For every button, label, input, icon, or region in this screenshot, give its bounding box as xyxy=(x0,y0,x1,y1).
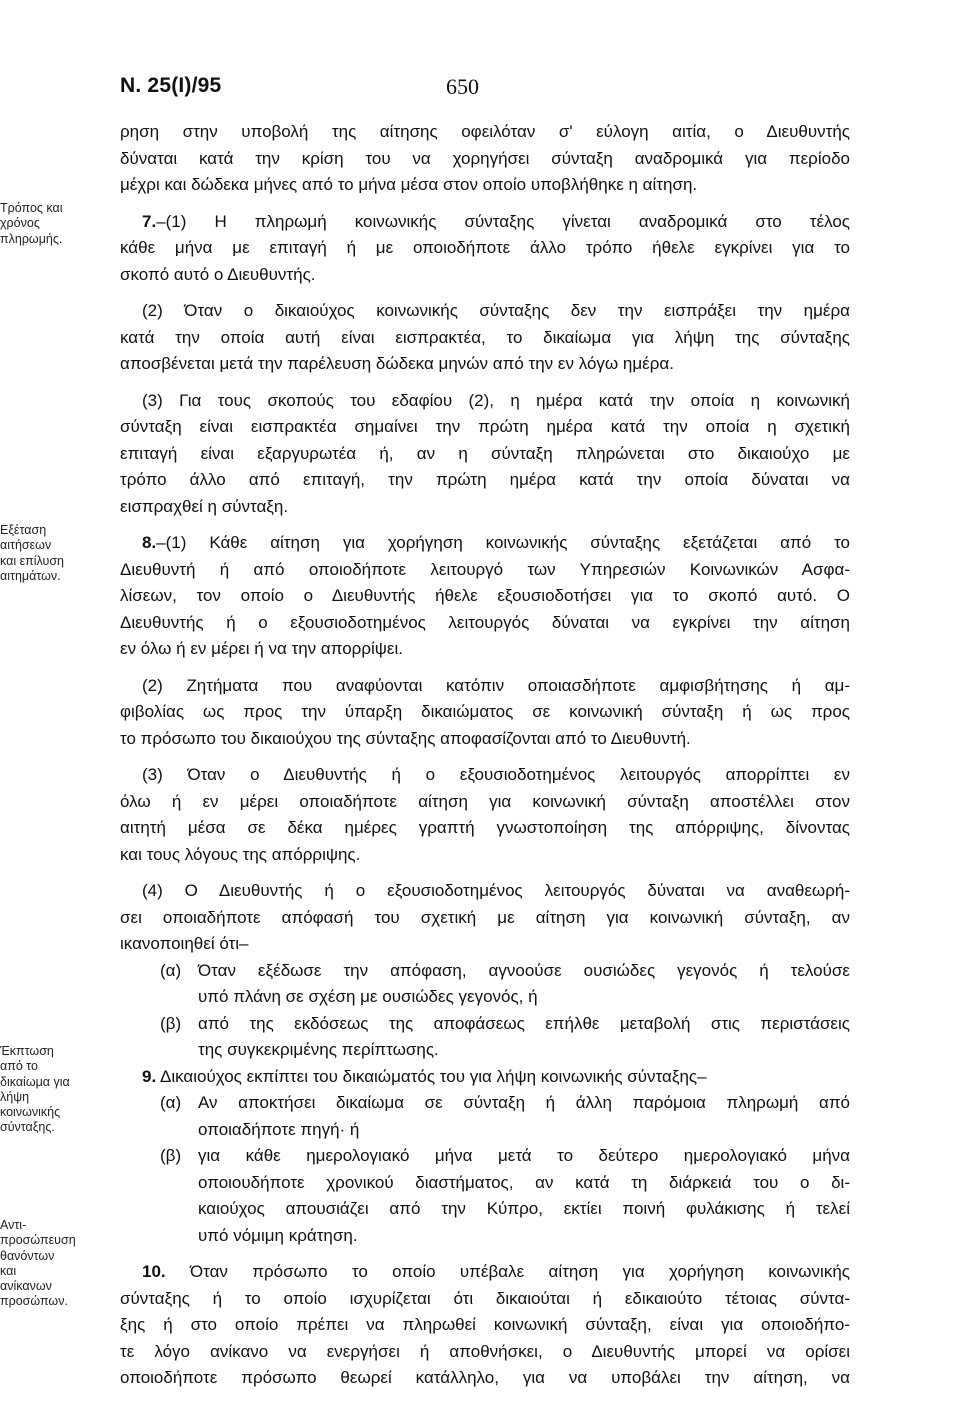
section-9: 9. Δικαιούχος εκπίπτει του δικαιώματός του για λήψη κοινωνικής σύνταξης– (α) Αν αποκτήσει δικαίωμα σε σύνταξη ή άλλη παρόμοια πληρωμή από οποιαδήποτε πηγή· ή (β) για κάθε ημερολογιακό μήνα μετά το δεύτερο ημερολογιακό μήνα οποιουδήποτε χρονικού διαστήματος, αν κατά τη διάρκειά του ο δι- καιούχος απουσιάζει από την Κύπρο, εκτίει ποινή φυλάκισης ή τελεί υπό νόμιμη κράτηση. xyxy=(120,1064,850,1250)
paragraph-continuation: ρηση στην υποβολή της αίτησης οφειλόταν σ' εύλογη αιτία, ο Διευθυντής δύναται κατά την κρίση του να χορηγήσει σύνταξη αναδρομικά για περίοδο μέχρι και δώδεκα μήνες από το μήνα μέσα στον οποίο υποβλήθηκε η αίτηση. xyxy=(120,122,850,194)
section-7-2: (2) Όταν ο δικαιούχος κοινωνικής σύνταξης δεν την εισπράξει την ημέρα κατά την οποία αυτή είναι εισπρακτέα, το δικαίωμα για λήψη της σύνταξης αποσβένεται μετά την παρέλευση δώδεκα μηνών από την εν λόγω ημέρα. xyxy=(120,301,850,373)
item-label: (α) xyxy=(160,960,182,980)
page-header xyxy=(120,74,520,104)
page-number: 650 xyxy=(446,74,479,99)
section-number: 7. xyxy=(142,211,157,231)
item-label: (β) xyxy=(160,1013,182,1033)
law-reference: Ν. 25(Ι)/95 xyxy=(120,74,222,97)
margin-note-forfeiture: Έκπτωση από το δικαίωμα για λήψη κοινωνικής σύνταξης. xyxy=(0,1044,70,1135)
item-label: (α) xyxy=(160,1093,182,1112)
document-body xyxy=(120,119,850,1392)
section-10: 10. Όταν πρόσωπο το οποίο υπέβαλε αίτηση για χορήγηση κοινωνικής σύνταξης ή το οποίο ισχυρίζεται ότι δικαιούται ή εδικαιούτο τέτοιας σύντα- ξης ή στο οποίο πρέπει να πληρωθεί κοινωνική σύνταξη, είναι για οποιοδήπο- τε λόγο ανίκανο να ενεργήσει ή αποθνήσκει, ο Διευθυντής μπορεί να ορίσει οποιοδήποτε πρόσωπο θεωρεί κατάλληλο, για να υποβάλει την αίτηση, να xyxy=(120,1262,850,1387)
section-number: 8. xyxy=(142,533,157,552)
section-8-1: 8.–(1) Κάθε αίτηση για χορήγηση κοινωνικής σύνταξης εξετάζεται από το Διευθυντή ή από οποιοδήποτε λειτουργό των Υπηρεσιών Κοινωνικών Ασφα- λίσεων, τον οποίο ο Διευθυντής ήθελε εξουσιοδοτήσει για το σκοπό αυτό. Ο Διευθυντής ή ο εξουσιοδοτημένος λειτουργός δύναται να εγκρίνει την αίτηση εν όλω ή εν μέρει ή να την απορρίψει. xyxy=(120,533,850,658)
section-number: 10. xyxy=(142,1262,166,1281)
section-7-1: 7.–(1) Η πληρωμή κοινωνικής σύνταξης γίνεται αναδρομικά στο τέλος κάθε μήνα με επιταγή ή με οποιοδήποτε άλλο τρόπο ήθελε εγκρίνει για το σκοπό αυτό ο Διευθυντής. xyxy=(120,211,850,284)
section-number: 9. xyxy=(142,1066,157,1086)
section-8-3: (3) Όταν ο Διευθυντής ή ο εξουσιοδοτημένος λειτουργός απορρίπτει εν όλω ή εν μέρει οποιαδήποτε αίτηση για κοινωνική σύνταξη αποστέλλει στον αιτητή μέσα σε δέκα ημέρες γραπτή γνωστοποίηση της απόρριψης, δίνοντας και τους λόγους της απόρριψης. xyxy=(120,765,850,864)
margin-note-examination: Εξέταση αιτήσεων και επίλυση αιτημάτων. xyxy=(0,523,65,583)
margin-note-representation: Αντι- προσώπευση θανόντων και ανίκανων προσώπων. xyxy=(0,1218,76,1309)
section-8-2: (2) Ζητήματα που αναφύονται κατόπιν οποιασδήποτε αμφισβήτησης ή αμ- φιβολίας ως προς την ύπαρξη δικαιώματος σε κοινωνική σύνταξη ή ως προς το πρόσωπο του δικαιούχου της σύνταξης αποφασίζονται από το Διευθυντή. xyxy=(120,675,850,748)
section-7-3: (3) Για τους σκοπούς του εδαφίου (2), η ημέρα κατά την οποία η κοινωνική σύνταξη είναι εισπρακτέα σημαίνει την πρώτη ημέρα κατά την οποία η σχετική επιταγή είναι εξαργυρωτέα ή, αν η σύνταξη πληρώνεται στο δικαιούχο με τρόπο άλλο από επιταγή, την πρώτη ημέρα κατά την οποία δύναται να εισπραχθεί η σύνταξη. xyxy=(120,390,850,516)
item-label: (β) xyxy=(160,1146,182,1165)
section-8-4: (4) Ο Διευθυντής ή ο εξουσιοδοτημένος λειτουργός δύναται να αναθεωρή- σει οποιαδήποτε απόφασή του σχετική με αίτηση για κοινωνική σύνταξη, αν ικανοποιηθεί ότι– (α) Όταν εξέδωσε την απόφαση, αγνοούσε ουσιώδες γεγονός ή τελούσε υπό πλάνη σε σχέση με ουσιώδες γεγονός, ή (β) από της εκδόσεως της αποφάσεως επήλθε μεταβολή στις περιστάσεις της συγκεκριμένης περίπτωσης. xyxy=(120,881,850,1059)
margin-note-payment: Τρόπος και χρόνος πληρωμής. xyxy=(0,201,63,246)
